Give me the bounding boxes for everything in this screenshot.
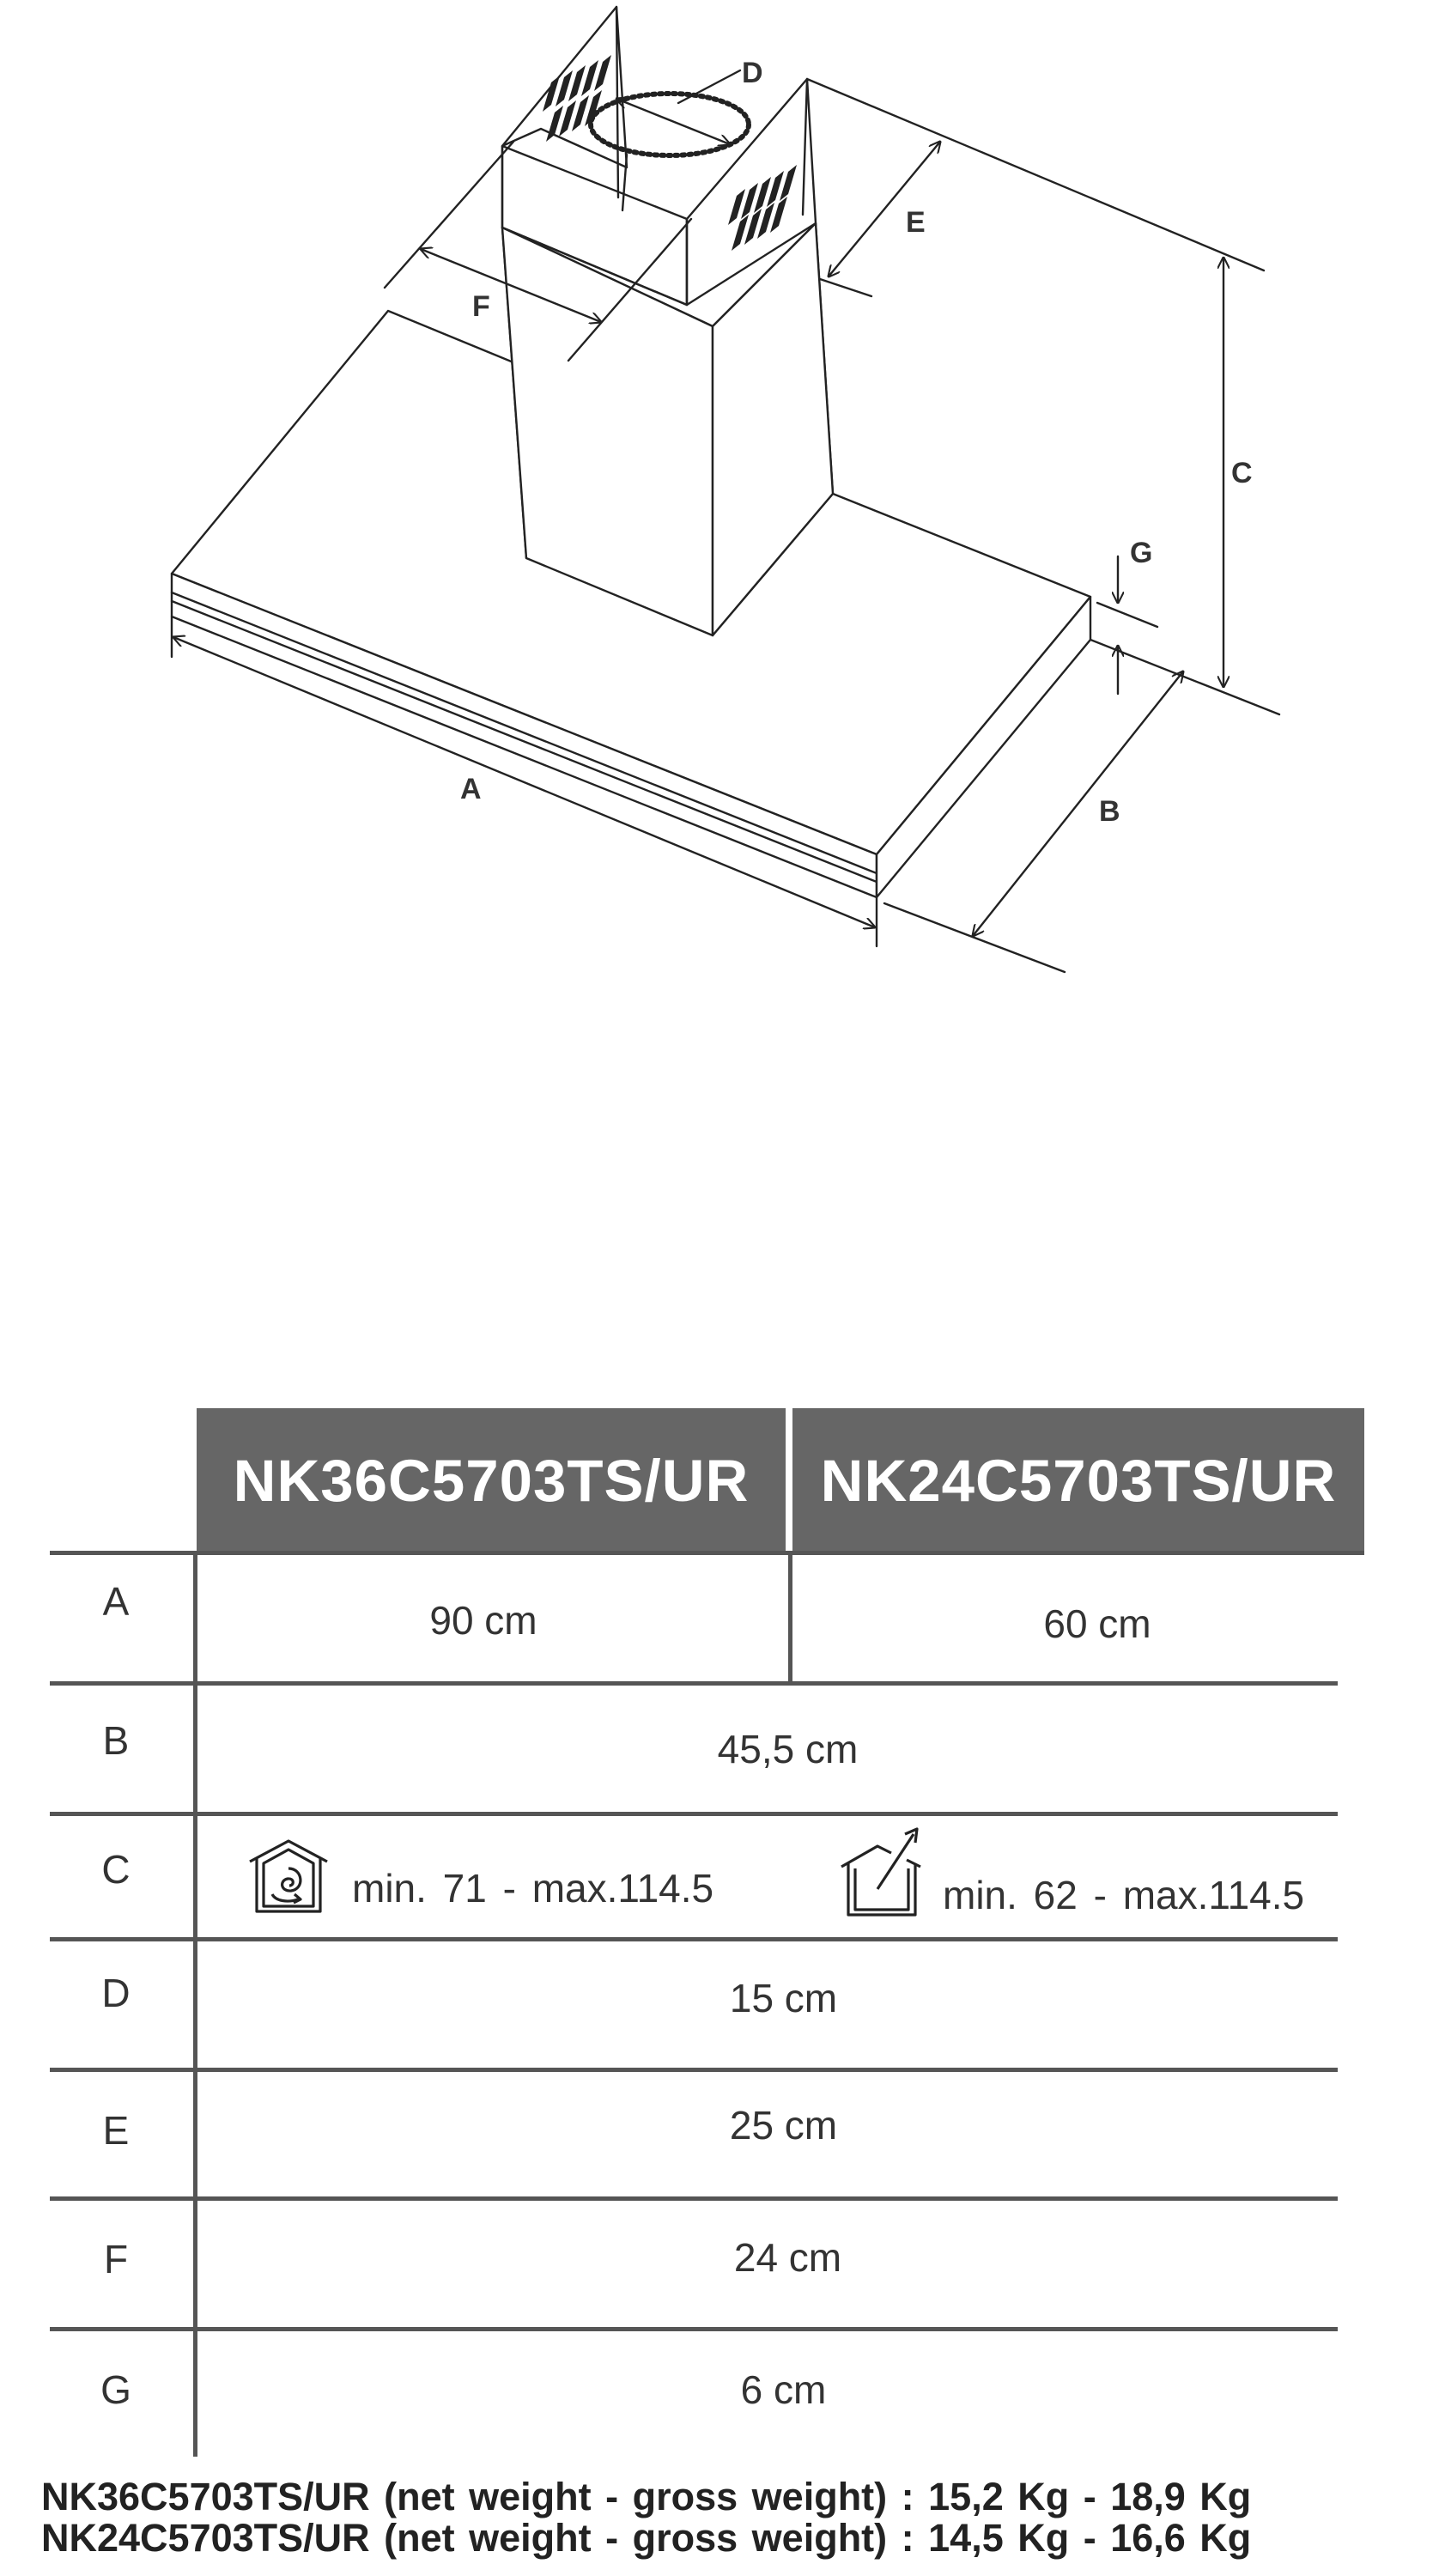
row-a-model-24-value: 60 cm [1043, 1601, 1151, 1646]
dim-label-b: B [1099, 795, 1120, 828]
row-divider [50, 1551, 1364, 1555]
row-label-e: E [102, 2108, 130, 2153]
row-divider [50, 1681, 1338, 1686]
row-divider [50, 1812, 1338, 1816]
dim-label-g: G [1130, 537, 1153, 569]
row-label-d: D [101, 1971, 131, 2015]
recirculation-house-icon [246, 1838, 331, 1915]
row-label-c: C [101, 1847, 131, 1892]
row-f-value: 24 cm [733, 2235, 842, 2280]
row-divider [50, 2327, 1338, 2331]
dim-label-d: D [742, 57, 763, 89]
row-divider [50, 1937, 1338, 1941]
weight-line-model-24: NK24C5703TS/UR (net weight - gross weight) : 14,5 Kg - 16,6 Kg [41, 2516, 1252, 2560]
ducted-exhaust-house-icon [838, 1827, 927, 1918]
row-a-model-36-value: 90 cm [429, 1598, 537, 1643]
row-label-a: A [102, 1579, 130, 1624]
dim-label-a: A [460, 773, 482, 805]
row-divider [50, 2196, 1338, 2201]
row-c-model-24-value: min. 62 - max.114.5 [943, 1873, 1305, 1917]
row-e-value: 25 cm [729, 2103, 838, 2148]
dim-label-f: F [472, 290, 490, 323]
row-c-model-36-value: min. 71 - max.114.5 [352, 1866, 714, 1911]
row-b-value: 45,5 cm [717, 1727, 859, 1771]
row-label-f: F [103, 2237, 129, 2281]
weight-line-model-36: NK36C5703TS/UR (net weight - gross weight) : 15,2 Kg - 18,9 Kg [41, 2475, 1252, 2518]
header-model-24: NK24C5703TS/UR [792, 1408, 1364, 1552]
dim-label-e: E [906, 206, 926, 239]
row-divider [50, 2068, 1338, 2072]
dim-label-c: C [1231, 457, 1253, 489]
range-hood-dimension-diagram [0, 0, 1439, 1030]
row-label-b: B [102, 1718, 130, 1763]
row-g-value: 6 cm [740, 2367, 827, 2412]
row-d-value: 15 cm [729, 1976, 838, 2020]
header-model-36: NK36C5703TS/UR [197, 1408, 786, 1552]
row-label-g: G [100, 2367, 131, 2412]
